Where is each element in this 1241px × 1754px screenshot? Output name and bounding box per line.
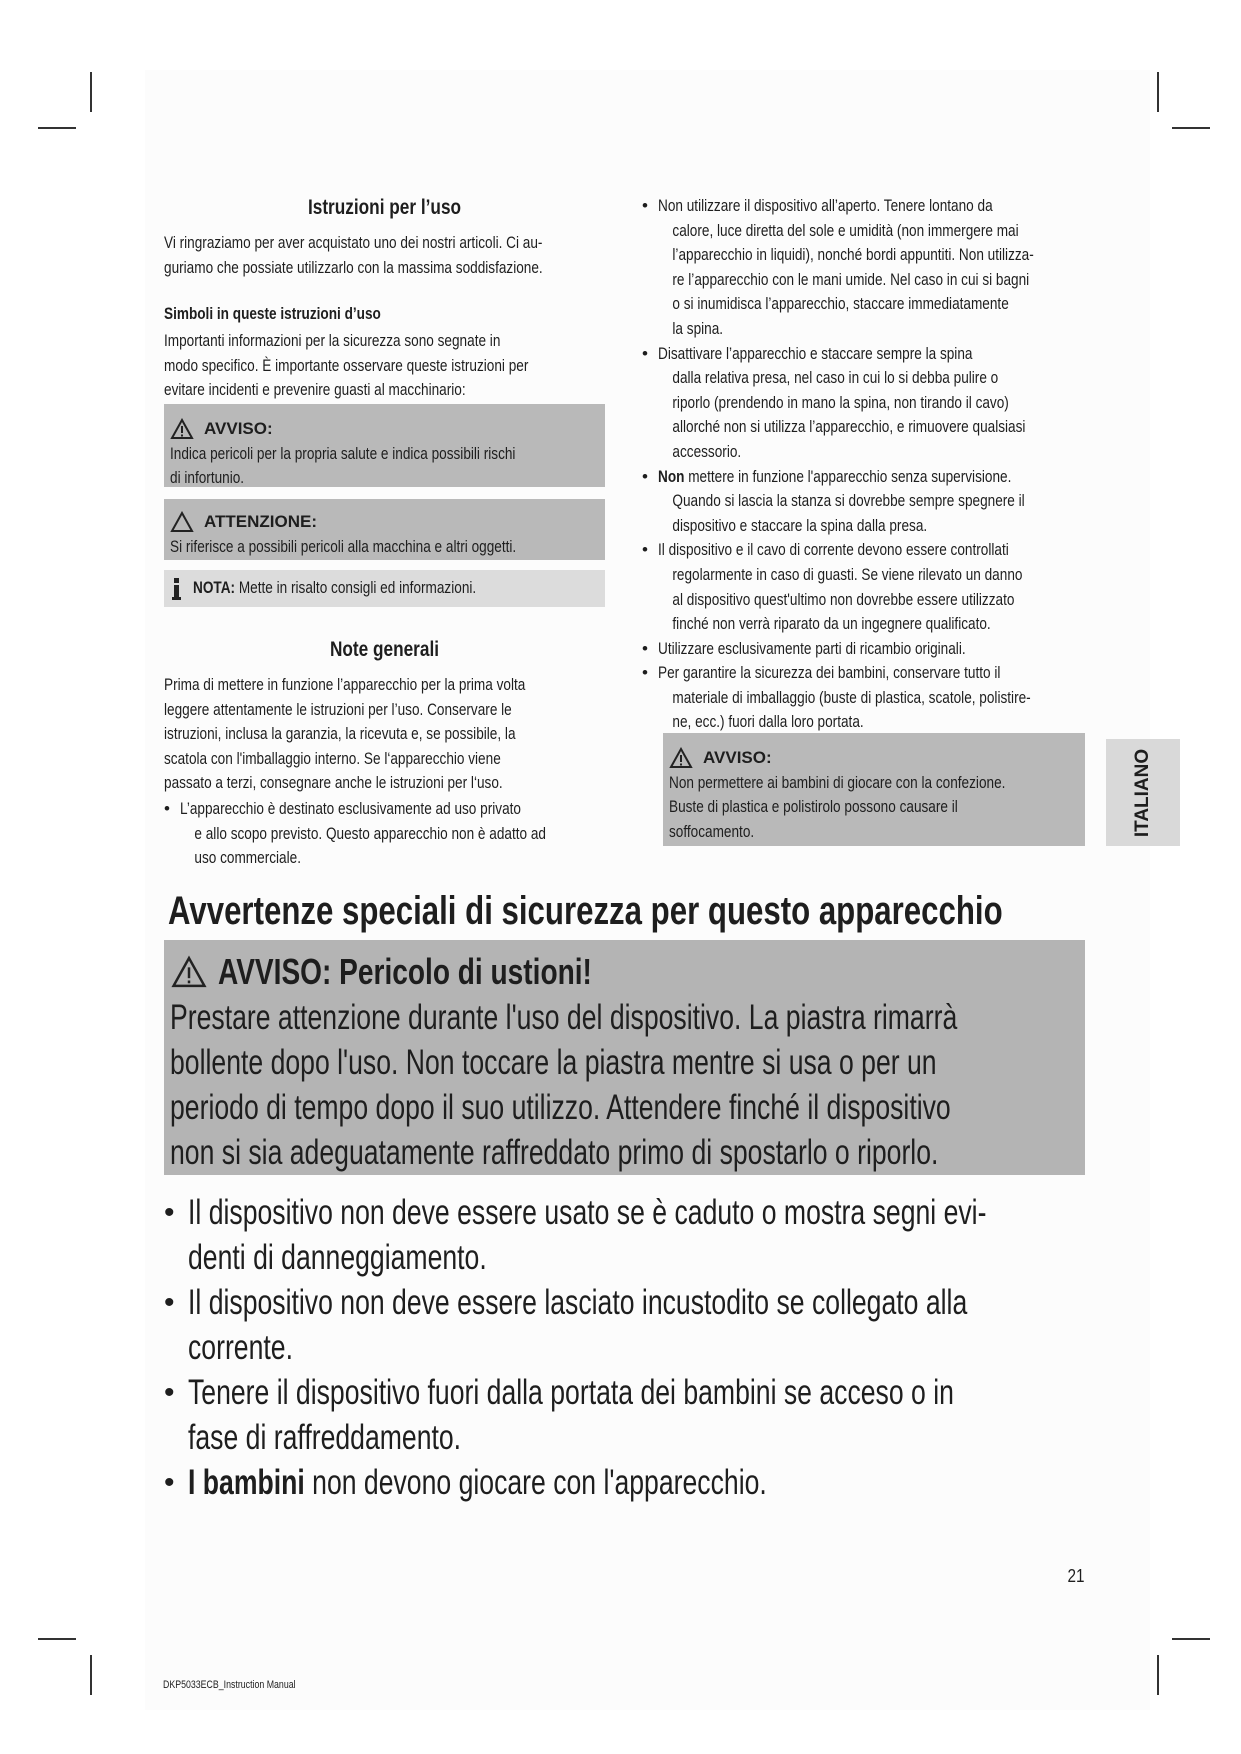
avviso-title: AVVISO: (204, 419, 273, 439)
text-line: calore, luce diretta del sole e umidità (non immergere mai (672, 220, 1019, 240)
text-line: di infortunio. (170, 468, 245, 488)
text-line: Importanti informazioni per la sicurezza sono segnate in (164, 331, 501, 350)
bullet-dot: • (642, 638, 648, 658)
text-line: Indica pericoli per la propria salute e indica possibili rischi (170, 443, 516, 463)
list-item (642, 538, 1128, 636)
warning-triangle-icon (170, 955, 208, 989)
text-line: Il dispositivo non deve essere usato se è caduto o mostra segni evi- (188, 1193, 987, 1232)
special-warnings-heading: Avvertenze speciali di sicurezza per questo apparecchio (168, 889, 1003, 933)
list-item (642, 342, 1128, 465)
list-item (642, 465, 1128, 539)
nota-label: NOTA: (193, 578, 236, 597)
text-line: dispositivo e staccare la spina dalla presa. (672, 515, 928, 535)
avviso-title: AVVISO: (703, 748, 772, 768)
list-item (164, 1370, 1239, 1460)
special-bullet-list (164, 1190, 1239, 1505)
bullet-dot: • (164, 799, 170, 818)
text-line: evitare incidenti e prevenire guasti al macchinario: (164, 380, 466, 400)
list-item (642, 661, 1128, 735)
text-line: Non permettere ai bambini di giocare con la confezione. (669, 772, 1006, 792)
text-line: Prestare attenzione durante l'uso del dispositivo. La piastra rimarrà (170, 998, 958, 1037)
text-line: L’apparecchio è destinato esclusivamente ad uso privato (180, 799, 521, 818)
burn-warning-box (164, 940, 1085, 1175)
symbols-heading (164, 302, 435, 327)
page-number: 21 (1067, 1566, 1085, 1586)
language-tab (1106, 739, 1180, 846)
text-line: regolarmente in caso di guasti. Se viene rilevato un danno (672, 564, 1023, 584)
text-line: Il dispositivo e il cavo di corrente devono essere controllati (658, 540, 1009, 560)
list-item (164, 1190, 1239, 1280)
text: non devono giocare con l'apparecchio. (304, 1463, 767, 1502)
avviso-box (164, 404, 605, 487)
text-line: Si riferisce a possibili pericoli alla macchina e altri oggetti. (170, 536, 517, 556)
text-line: Disattivare l’apparecchio e staccare sempre la spina (658, 343, 973, 363)
text-line: denti di danneggiamento. (188, 1238, 487, 1277)
bullet-dot: • (642, 663, 648, 683)
text-line: Per garantire la sicurezza dei bambini, conservare tutto il (658, 663, 1001, 683)
text-line: non si sia adeguatamente raffreddato primo di spostarlo o riporlo. (170, 1133, 939, 1172)
text-line: soffocamento. (669, 821, 755, 841)
text-line: riporlo (prendendo in mano la spina, non tirando il cavo) (672, 392, 1009, 412)
list-item (164, 1460, 1239, 1505)
bullet-dot: • (642, 466, 648, 486)
symbols-heading-text: Simboli in queste istruzioni d’uso (164, 304, 381, 323)
crop-mark (38, 127, 76, 129)
text-line: Non utilizzare il dispositivo all’aperto. Tenere lontano da (658, 196, 993, 215)
text-line: al dispositivo quest'ultimo non dovrebbe essere utilizzato (672, 589, 1015, 609)
text-line: corrente. (188, 1328, 293, 1367)
text-line: finché non verrà riparato da un ingegnere qualificato. (672, 614, 991, 634)
crop-mark (1157, 72, 1159, 112)
warning-triangle-icon (669, 747, 693, 769)
text-line: bollente dopo l'uso. Non toccare la piastra mentre si usa o per un (170, 1043, 937, 1082)
text-line: uso commerciale. (194, 848, 301, 868)
burn-warning-text (170, 995, 1085, 1175)
text-line: allorché non si utilizza l’apparecchio, e rimuovere qualsiasi (672, 417, 1026, 437)
text-line: istruzioni, inclusa la garanzia, la ricevuta e, se possibile, la (164, 724, 516, 744)
warning-triangle-icon (170, 418, 194, 440)
footer-manual-name: DKP5033ECB_Instruction Manual (163, 1679, 296, 1691)
bold-text: Non (658, 466, 685, 486)
nota-box (164, 570, 605, 607)
text-line: Prima di mettere in funzione l’apparecchio per la prima volta (164, 675, 526, 694)
avviso-text (170, 442, 605, 491)
text-line: accessorio. (672, 441, 742, 461)
text-line (188, 1460, 986, 1505)
attenzione-title: ATTENZIONE: (204, 512, 318, 532)
text-line: la spina. (672, 318, 724, 338)
bullet-dot: • (164, 1286, 175, 1319)
text-line: guriamo che possiate utilizzarlo con la massima soddisfazione. (164, 257, 543, 277)
avviso-text (669, 771, 1085, 845)
text-line (658, 465, 1034, 490)
attenzione-text (170, 535, 605, 560)
attenzione-box (164, 499, 605, 560)
text-line: Utilizzare esclusivamente parti di ricambio originali. (658, 638, 966, 658)
text-line: Buste di plastica e polistirolo possono causare il (669, 797, 958, 817)
list-item (642, 194, 1128, 342)
bullet-dot: • (164, 1466, 175, 1499)
avviso-box-children (663, 733, 1085, 846)
text-line: Il dispositivo non deve essere lasciato incustodito se collegato alla (188, 1283, 968, 1322)
text-line: e allo scopo previsto. Questo apparecchio non è adatto ad (194, 823, 546, 843)
list-item (642, 637, 1128, 662)
text-line: Quando si lascia la stanza si dovrebbe sempre spegnere il (672, 491, 1025, 511)
crop-mark (1157, 1655, 1159, 1695)
language-tab-label: ITALIANO (1132, 748, 1153, 837)
text-line: scatola con l'imballaggio interno. Se l‘apparecchio viene (164, 748, 501, 768)
bullet-dot: • (164, 1196, 175, 1229)
crop-mark (90, 1655, 92, 1695)
text-line: modo specifico. È importante osservare queste istruzioni per (164, 355, 529, 375)
text-line: l’apparecchio in liquidi), nonché bordi appuntiti. Non utilizza- (672, 245, 1034, 265)
list-item (164, 1280, 1239, 1370)
text-line: passato a terzi, consegnare anche le istruzioni per l‘uso. (164, 773, 503, 793)
bullet-dot: • (642, 540, 648, 560)
right-bullet-list (642, 194, 1128, 735)
text-line: o si inumidisca l’apparecchio, staccare immediatamente (672, 294, 1009, 314)
text-line: materiale di imballaggio (buste di plastica, scatole, polistire- (672, 687, 1031, 707)
text-line: Vi ringraziamo per aver acquistato uno dei nostri articoli. Ci au- (164, 233, 543, 252)
bullet-dot: • (642, 196, 648, 215)
info-icon (172, 578, 181, 600)
text-line: Tenere il dispositivo fuori dalla portata dei bambini se acceso o in (188, 1373, 954, 1412)
crop-mark (90, 72, 92, 112)
text-line: re l’apparecchio con le mani umide. Nel caso in cui si bagni (672, 269, 1030, 289)
caution-triangle-icon (170, 511, 194, 533)
text-line: periodo di tempo dopo il suo utilizzo. Attendere finché il dispositivo (170, 1088, 951, 1127)
crop-mark (1172, 127, 1210, 129)
crop-mark (1172, 1638, 1210, 1640)
text-line: fase di raffreddamento. (188, 1418, 462, 1457)
bold-text: I bambini (188, 1463, 305, 1502)
text-line: leggere attentamente le istruzioni per l’uso. Conservare le (164, 699, 512, 719)
bullet-dot: • (642, 343, 648, 363)
nota-text: Mette in risalto consigli ed informazioni. (235, 578, 477, 597)
symbols-paragraph (164, 329, 619, 403)
bullet-dot: • (164, 1376, 175, 1409)
crop-mark (38, 1638, 76, 1640)
burn-warning-title: AVVISO: Pericolo di ustioni! (218, 951, 592, 992)
intro-paragraph (164, 231, 637, 280)
general-paragraph (164, 673, 616, 796)
text-line: dalla relativa presa, nel caso in cui lo si debba pulire o (672, 368, 999, 388)
text: mettere in funzione l'apparecchio senza supervisione. (684, 466, 1012, 486)
section-title-note-generali: Note generali (329, 638, 440, 661)
text-line: ne, ecc.) fuori dalla loro portata. (672, 712, 864, 732)
section-title-istruzioni: Istruzioni per l’uso (307, 196, 462, 219)
